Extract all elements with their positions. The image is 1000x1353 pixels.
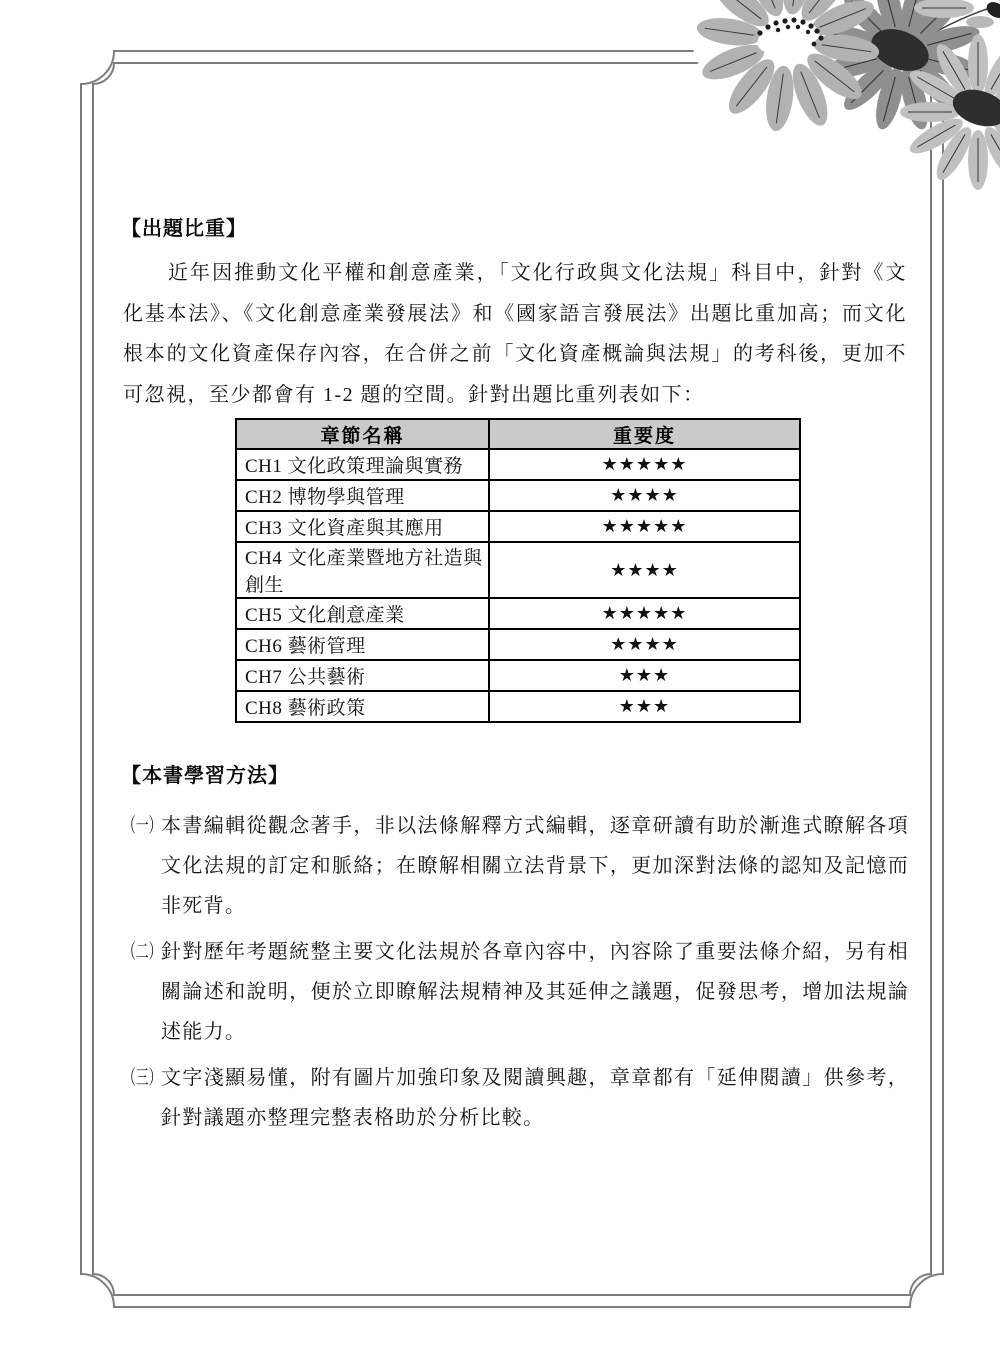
table-row: [236, 660, 800, 691]
table-row: [236, 598, 800, 629]
table-row: [236, 629, 800, 660]
importance-stars-cell: ★★★★★: [489, 449, 800, 480]
list-item-text: 本書編輯從觀念著手，非以法條解釋方式編輯，逐章研讀有助於漸進式瞭解各項文化法規的訂定和脈絡；在瞭解相關立法背景下，更加深對法條的認知及記憶而非死背。: [161, 815, 909, 917]
list-item-marker: （三）: [123, 1067, 162, 1089]
table-row: [236, 480, 800, 511]
importance-stars-cell: ★★★★: [489, 480, 800, 511]
list-item-marker: （一）: [123, 815, 162, 837]
importance-stars-cell: ★★★: [489, 691, 800, 722]
intro-paragraph: 近年因推動文化平權和創意產業，「文化行政與文化法規」科目中，針對《文化基本法》、《文化創意產業發展法》和《國家語言發展法》出題比重加高；而文化根本的文化資產保存內容，在合併之前「文化資產概論與法規」的考科後，更加不可忽視，至少都會有 1-2 題的空間。針對出題比重列表如下：: [123, 262, 907, 406]
table-header-row: [236, 419, 800, 449]
table-row: [236, 511, 800, 542]
chapter-weights-table: [235, 418, 801, 723]
importance-stars-cell: ★★★: [489, 660, 800, 691]
table-row: [236, 691, 800, 722]
table-row: [236, 542, 800, 598]
study-method-item: [123, 1058, 909, 1138]
importance-stars-cell: ★★★★: [489, 542, 800, 598]
chapter-name-cell: CH4 文化產業暨地方社造與創生: [236, 542, 489, 598]
importance-stars-cell: ★★★★★: [489, 598, 800, 629]
study-method-item: [123, 806, 909, 926]
list-item-text: 針對歷年考題統整主要文化法規於各章內容中，內容除了重要法條介紹，另有相關論述和說明，便於立即瞭解法規精神及其延伸之議題，促發思考，增加法規論述能力。: [161, 941, 909, 1043]
chapter-name-cell: CH8 藝術政策: [236, 691, 489, 722]
chapter-name-cell: CH7 公共藝術: [236, 660, 489, 691]
list-item-marker: （二）: [123, 941, 162, 963]
study-method-item: [123, 932, 909, 1052]
table-header-importance: 重要度: [489, 419, 800, 449]
importance-stars-cell: ★★★★★: [489, 511, 800, 542]
chapter-name-cell: CH2 博物學與管理: [236, 480, 489, 511]
chapter-name-cell: CH3 文化資產與其應用: [236, 511, 489, 542]
section-heading-question-weight: 【出題比重】: [121, 218, 247, 240]
chapter-name-cell: CH6 藝術管理: [236, 629, 489, 660]
importance-stars-cell: ★★★★: [489, 629, 800, 660]
chapter-name-cell: CH1 文化政策理論與實務: [236, 449, 489, 480]
chapter-name-cell: CH5 文化創意產業: [236, 598, 489, 629]
section-heading-study-method: 【本書學習方法】: [121, 765, 289, 787]
table-header-chapter: 章節名稱: [236, 419, 489, 449]
table-row: [236, 449, 800, 480]
list-item-text: 文字淺顯易懂，附有圖片加強印象及閱讀興趣，章章都有「延伸閱讀」供參考，針對議題亦整理完整表格助於分析比較。: [161, 1067, 909, 1129]
